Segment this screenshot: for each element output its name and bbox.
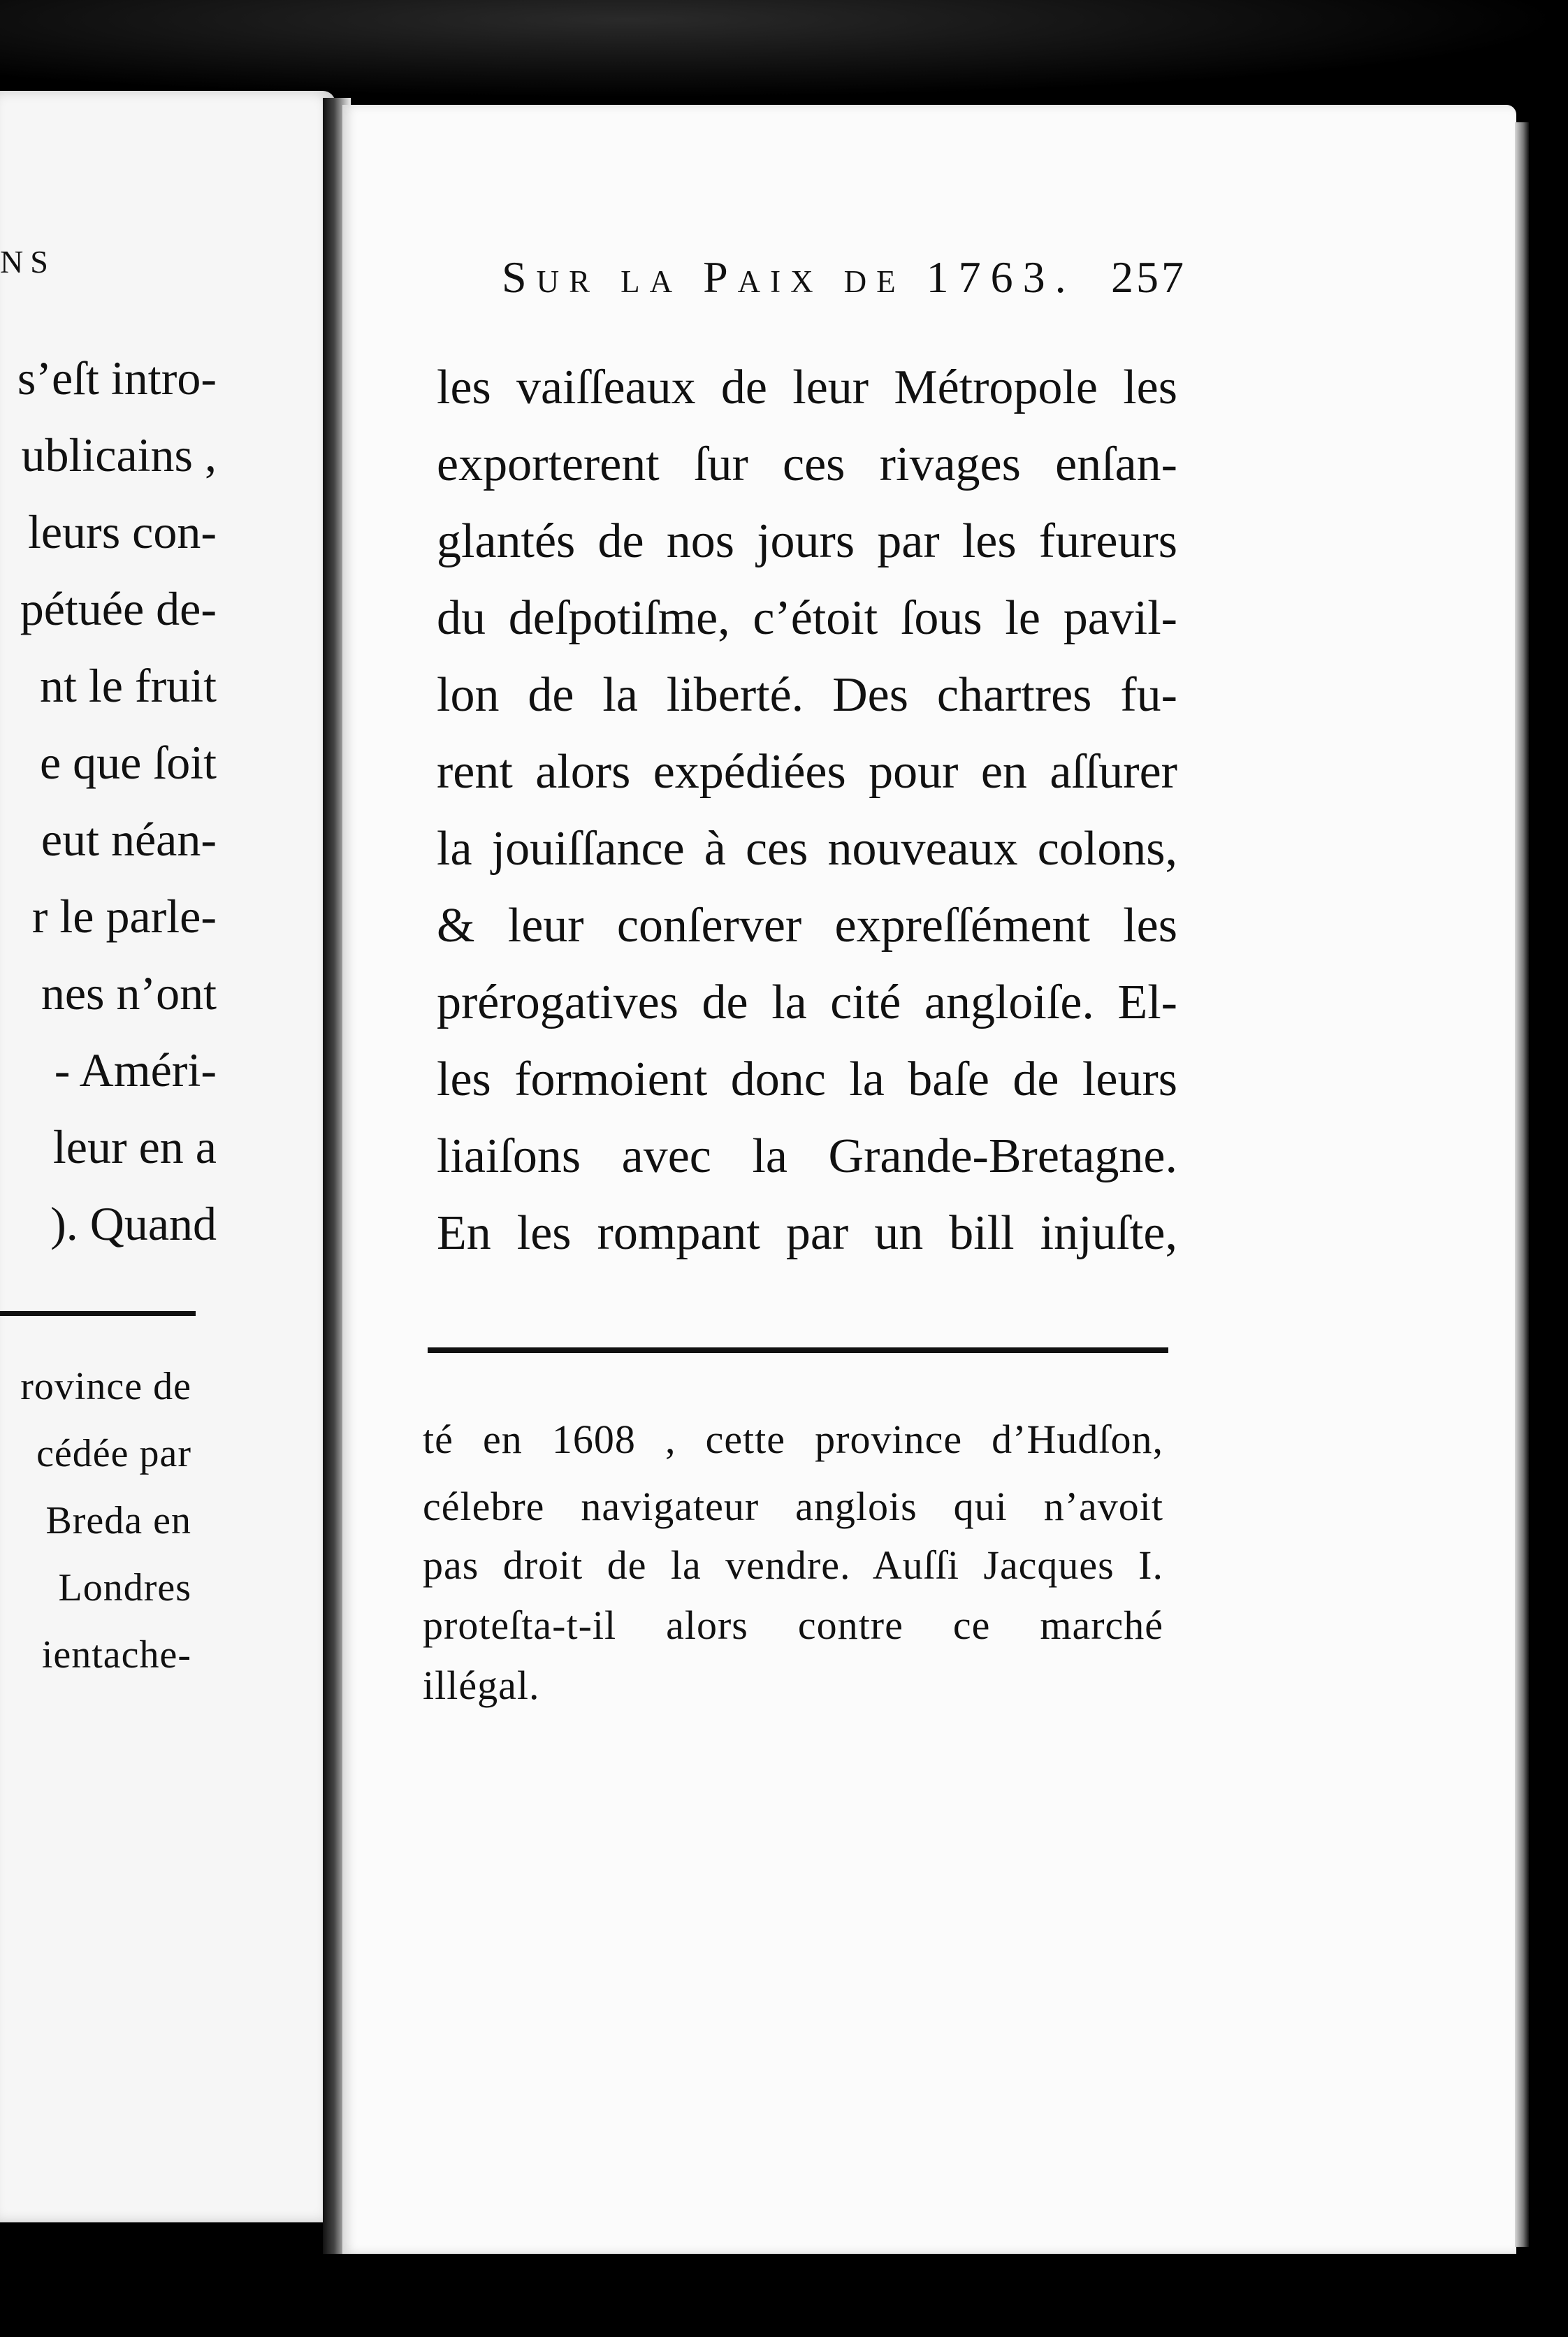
footnote-line: té en 1608 , cette province d’Hudſon,	[423, 1417, 1163, 1462]
left-footnote-line: ientache-	[41, 1633, 191, 1677]
left-text-line: - Améri-	[54, 1043, 217, 1097]
footnote-line: proteſta-t-il alors contre ce marché	[423, 1602, 1163, 1648]
body-text-line: prérogatives de la cité angloiſe. El-	[437, 976, 1177, 1029]
body-text-line: En les rompant par un bill injuſte,	[437, 1206, 1177, 1260]
left-text-line: leurs con-	[27, 505, 217, 558]
body-text-line: exporterent ſur ces rivages enſan-	[437, 437, 1177, 491]
body-text-line: rent alors expédiées pour en aſſurer	[437, 745, 1177, 799]
footnote-line: illégal.	[423, 1663, 540, 1708]
body-text-line: & leur conſerver expreſſément les	[437, 899, 1177, 953]
left-text-line: e que ſoit	[39, 736, 217, 789]
body-text-line: glantés de nos jours par les fureurs	[437, 514, 1177, 568]
left-footnote-rule	[0, 1311, 196, 1316]
left-text-line: nt le fruit	[39, 659, 217, 712]
left-text-line: r le parle-	[31, 890, 217, 943]
left-facing-page	[0, 91, 335, 2222]
left-footnote-line: Breda en	[45, 1499, 191, 1542]
left-text-line: ). Quand	[50, 1197, 217, 1250]
left-footnote-line: rovince de	[20, 1365, 191, 1408]
running-head	[502, 252, 1186, 314]
left-text-line: nes n’ont	[41, 967, 217, 1020]
left-text-line: ublicains ,	[21, 428, 217, 482]
left-text-line: eut néan-	[41, 813, 217, 866]
body-text-line: liaiſons avec la Grande-Bretagne.	[437, 1129, 1177, 1183]
footnote-line: pas droit de la vendre. Auſſi Jacques I.	[423, 1542, 1163, 1588]
footnote-line: célebre navigateur anglois qui n’avoit	[423, 1484, 1163, 1529]
page-edge	[1515, 122, 1529, 2247]
body-text-line: du deſpotiſme, c’étoit ſous le pavil-	[437, 591, 1177, 645]
body-text-line: les vaiſſeaux de leur Métropole les	[437, 361, 1177, 414]
left-footnote-line: cédée par	[36, 1432, 191, 1475]
left-text-line: leur en a	[52, 1120, 217, 1173]
scan-background-top	[0, 0, 1568, 98]
left-text-line: pétuée de-	[20, 582, 217, 635]
footnote-rule	[428, 1347, 1168, 1353]
left-running-head: NS	[0, 244, 55, 280]
left-text-line: s’eſt intro-	[17, 352, 217, 405]
body-text-line: la jouiſſance à ces nouveaux colons,	[437, 822, 1177, 876]
scan-background-bottom	[0, 2254, 1568, 2337]
body-text-line: les formoient donc la baſe de leurs	[437, 1052, 1177, 1106]
running-head-title: Sur la Paix de 1763.	[502, 252, 1076, 302]
left-footnote-line: Londres	[58, 1566, 191, 1609]
body-text-line: lon de la liberté. Des chartres fu-	[437, 668, 1177, 722]
page-number: 257	[1111, 252, 1186, 302]
